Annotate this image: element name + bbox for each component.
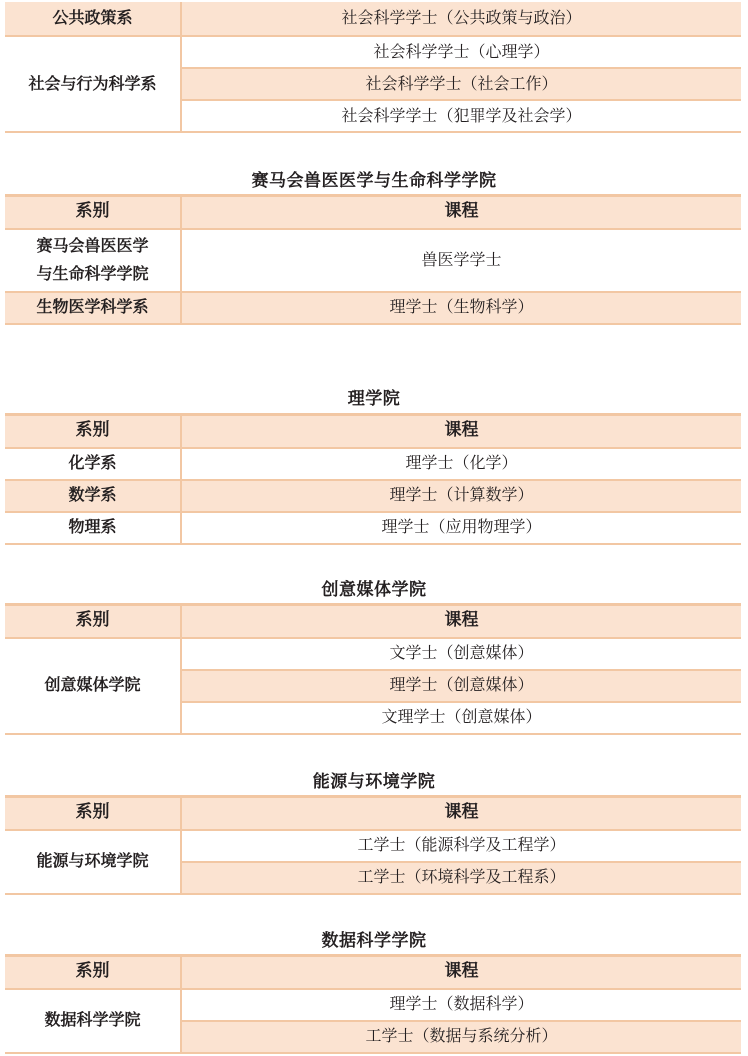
header-dept: 系别 bbox=[5, 415, 181, 448]
dept-cell: 化学系 bbox=[5, 448, 181, 480]
course-cell: 理学士（创意媒体） bbox=[181, 670, 741, 702]
section-title: 数据科学学院 bbox=[321, 931, 427, 951]
header-course: 课程 bbox=[181, 956, 741, 989]
table-row bbox=[5, 448, 741, 480]
table-row bbox=[5, 480, 741, 512]
table-header-row bbox=[5, 415, 741, 448]
course-cell: 社会科学学士（社会工作） bbox=[181, 68, 741, 100]
section-title: 理学院 bbox=[347, 389, 401, 409]
course-cell: 理学士（数据科学） bbox=[181, 989, 741, 1021]
table-energy-environment bbox=[5, 795, 741, 895]
table-science bbox=[5, 413, 741, 545]
section-title: 创意媒体学院 bbox=[321, 580, 427, 600]
course-cell: 文学士（创意媒体） bbox=[181, 638, 741, 670]
table-header-row bbox=[5, 956, 741, 989]
header-course: 课程 bbox=[181, 797, 741, 830]
course-cell: 理学士（生物科学） bbox=[181, 292, 741, 324]
table-row bbox=[5, 229, 741, 292]
dept-line: 赛马会兽医医学 bbox=[36, 236, 149, 255]
course-cell: 理学士（计算数学） bbox=[181, 480, 741, 512]
table-row bbox=[5, 512, 741, 544]
table-row bbox=[5, 830, 741, 862]
header-dept: 系别 bbox=[5, 797, 181, 830]
header-dept: 系别 bbox=[5, 605, 181, 638]
dept-cell bbox=[5, 229, 181, 292]
dept-cell: 能源与环境学院 bbox=[5, 830, 181, 894]
table-header-row bbox=[5, 797, 741, 830]
header-dept: 系别 bbox=[5, 956, 181, 989]
table-creative-media bbox=[5, 603, 741, 735]
table-row bbox=[5, 989, 741, 1021]
dept-cell: 公共政策系 bbox=[5, 2, 181, 36]
header-dept: 系别 bbox=[5, 196, 181, 229]
course-cell: 社会科学学士（犯罪学及社会学） bbox=[181, 100, 741, 132]
table-header-row bbox=[5, 196, 741, 229]
section-title: 赛马会兽医医学与生命科学学院 bbox=[251, 171, 497, 191]
table-veterinary bbox=[5, 194, 741, 325]
table-continued-social-sciences bbox=[5, 2, 741, 133]
dept-cell: 社会与行为科学系 bbox=[5, 36, 181, 132]
table-row bbox=[5, 638, 741, 670]
table-row bbox=[5, 36, 741, 68]
table-row bbox=[5, 2, 741, 36]
header-course: 课程 bbox=[181, 605, 741, 638]
header-course: 课程 bbox=[181, 415, 741, 448]
header-course: 课程 bbox=[181, 196, 741, 229]
course-cell: 社会科学学士（公共政策与政治） bbox=[181, 2, 741, 36]
course-cell: 工学士（能源科学及工程学） bbox=[181, 830, 741, 862]
course-cell: 理学士（化学） bbox=[181, 448, 741, 480]
table-row bbox=[5, 292, 741, 324]
course-cell: 工学士（环境科学及工程系） bbox=[181, 862, 741, 894]
dept-cell: 生物医学科学系 bbox=[5, 292, 181, 324]
table-header-row bbox=[5, 605, 741, 638]
course-cell: 文理学士（创意媒体） bbox=[181, 702, 741, 734]
course-cell: 工学士（数据与系统分析） bbox=[181, 1021, 741, 1053]
dept-cell: 数学系 bbox=[5, 480, 181, 512]
section-title: 能源与环境学院 bbox=[312, 772, 436, 792]
dept-cell: 创意媒体学院 bbox=[5, 638, 181, 734]
course-cell: 理学士（应用物理学） bbox=[181, 512, 741, 544]
dept-line: 与生命科学学院 bbox=[36, 264, 149, 283]
course-cell: 社会科学学士（心理学） bbox=[181, 36, 741, 68]
dept-cell: 物理系 bbox=[5, 512, 181, 544]
table-data-science bbox=[5, 954, 741, 1054]
course-cell: 兽医学学士 bbox=[181, 229, 741, 292]
dept-cell: 数据科学学院 bbox=[5, 989, 181, 1053]
